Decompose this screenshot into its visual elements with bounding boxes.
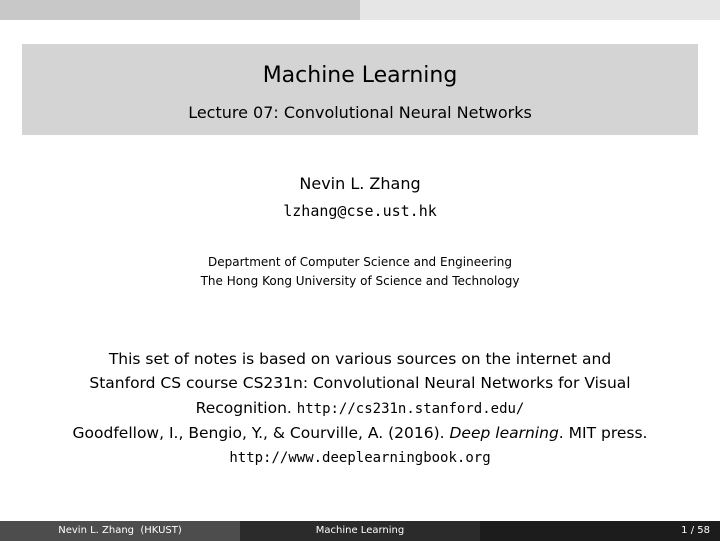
department: Department of Computer Science and Engineering — [207, 255, 512, 269]
notes-line-1: This set of notes is based on various sources on the internet and — [108, 350, 612, 368]
title-block — [22, 44, 698, 135]
notes-line-4 — [0, 421, 720, 445]
footer-bar — [0, 521, 720, 541]
source-notes — [0, 347, 720, 470]
citation-publisher: . MIT press. — [558, 424, 648, 443]
notes-recognition-text: Recognition. — [195, 398, 292, 417]
author-name: Nevin L. Zhang — [299, 174, 421, 193]
nav-segment-left — [0, 0, 360, 20]
notes-line-2: Stanford CS course CS231n: Convolutional Neural Networks for Visual — [89, 374, 631, 393]
navigation-bar — [0, 0, 720, 20]
page-counter: 1 / 58 — [681, 525, 710, 536]
notes-line-3 — [0, 396, 720, 421]
footer-page-number — [480, 521, 720, 541]
cs231n-link[interactable]: http://cs231n.stanford.edu/ — [296, 400, 525, 417]
slide-subtitle: Lecture 07: Convolutional Neural Networks — [188, 103, 532, 122]
book-title: Deep learning — [449, 424, 559, 443]
author-email: lzhang@cse.ust.hk — [283, 202, 437, 220]
university: The Hong Kong University of Science and Technology — [200, 274, 520, 288]
citation-authors: Goodfellow, I., Bengio, Y., & Courville, A. (2016). — [72, 424, 445, 443]
footer-author: Nevin L. Zhang (HKUST) — [0, 521, 240, 541]
slide-title: Machine Learning — [262, 63, 458, 88]
deeplearningbook-link[interactable]: http://www.deeplearningbook.org — [229, 449, 491, 466]
nav-segment-right — [360, 0, 720, 20]
footer-title: Machine Learning — [240, 521, 480, 541]
